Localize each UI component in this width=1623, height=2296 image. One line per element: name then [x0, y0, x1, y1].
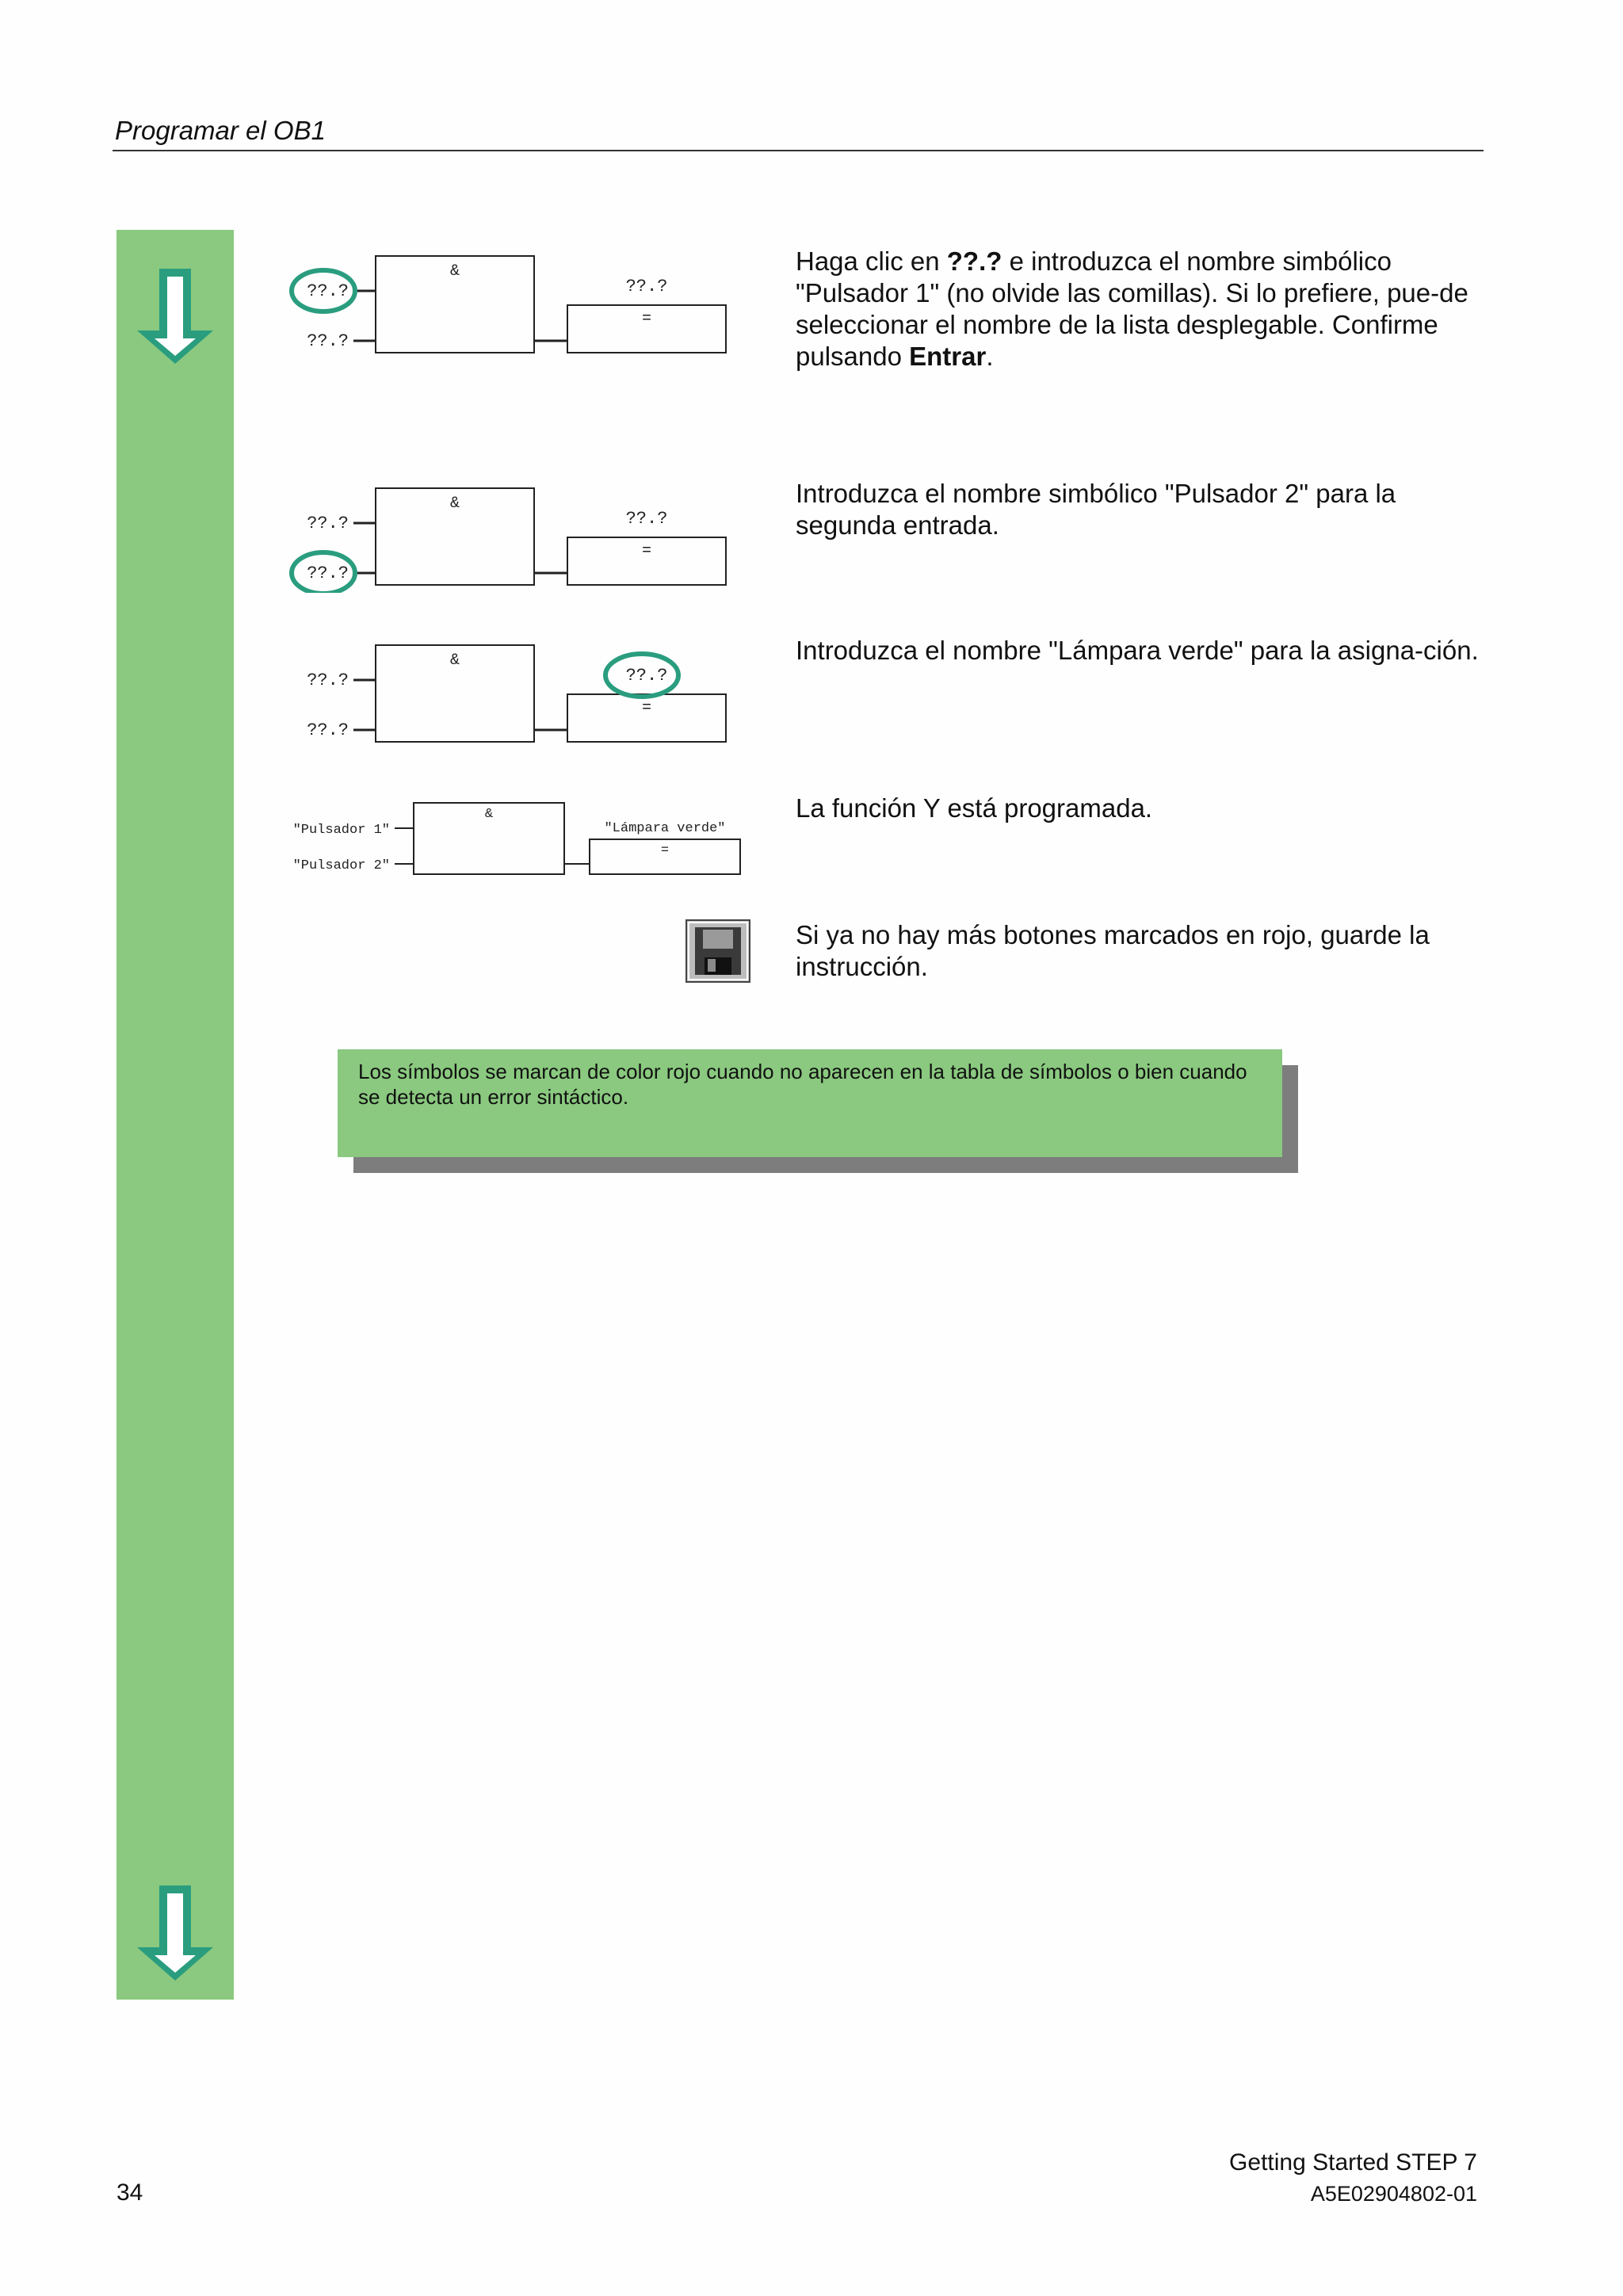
fbd-and-block-diagram — [277, 250, 737, 361]
step-4-instruction: La función Y está programada. — [796, 793, 1153, 823]
input-1-operand[interactable]: "Pulsador 1" — [292, 823, 390, 838]
document-title: Getting Started STEP 7 — [1229, 2149, 1477, 2176]
and-operator-label: & — [449, 262, 460, 281]
save-icon[interactable] — [685, 919, 750, 983]
input-1-operand[interactable]: ??.? — [307, 514, 349, 533]
assign-operator-label: = — [641, 310, 652, 328]
and-operator-label: & — [484, 807, 494, 822]
step-3-instruction: Introduzca el nombre "Lámpara verde" para la asigna-ción. — [796, 636, 1479, 665]
assign-operator-label: = — [641, 542, 652, 560]
fbd-and-block-diagram — [277, 482, 737, 593]
fbd-and-block-diagram — [277, 639, 737, 750]
output-operand[interactable]: ??.? — [625, 666, 668, 686]
and-operator-label: & — [449, 651, 460, 670]
and-operator-label: & — [449, 495, 460, 513]
input-2-operand[interactable]: ??.? — [307, 563, 349, 583]
input-1-operand[interactable]: ??.? — [307, 670, 349, 690]
assign-operator-label: = — [660, 843, 670, 858]
input-1-operand[interactable]: ??.? — [307, 281, 349, 301]
output-operand[interactable]: "Lámpara verde" — [604, 821, 726, 836]
output-operand[interactable]: ??.? — [625, 509, 668, 529]
arrow-down-icon — [131, 266, 220, 369]
step-1-instruction: Haga clic en ??.? e introduzca el nombre simbólico "Pulsador 1" (no olvide las comillas). Si lo prefiere, pue-de seleccionar el nombre de la lista desplegable. Confirme pulsando Entrar. — [796, 246, 1468, 371]
operand-placeholder-bold: ??.? — [946, 246, 1002, 276]
progress-sidebar — [116, 230, 234, 2000]
step-2-instruction: Introduzca el nombre simbólico "Pulsador 2" para la segunda entrada. — [796, 479, 1396, 540]
input-2-operand[interactable]: ??.? — [307, 331, 349, 351]
assign-operator-label: = — [641, 699, 652, 717]
note-text: Los símbolos se marcan de color rojo cuando no aparecen en la tabla de símbolos o bien cuando se detecta un error sintáctico. — [358, 1060, 1247, 1109]
document-code: A5E02904802-01 — [1310, 2182, 1477, 2206]
page-header-title: Programar el OB1 — [115, 116, 326, 145]
header-divider — [113, 150, 1484, 151]
input-2-operand[interactable]: ??.? — [307, 720, 349, 740]
output-operand[interactable]: ??.? — [625, 277, 668, 296]
arrow-down-icon — [131, 1882, 220, 1985]
step-5-instruction: Si ya no hay más botones marcados en rojo, guarde la instrucción. — [796, 920, 1430, 981]
enter-key-label: Entrar — [909, 342, 987, 371]
input-2-operand[interactable]: "Pulsador 2" — [292, 858, 390, 873]
fbd-and-block-diagram — [277, 797, 753, 892]
page-number: 34 — [116, 2179, 143, 2206]
